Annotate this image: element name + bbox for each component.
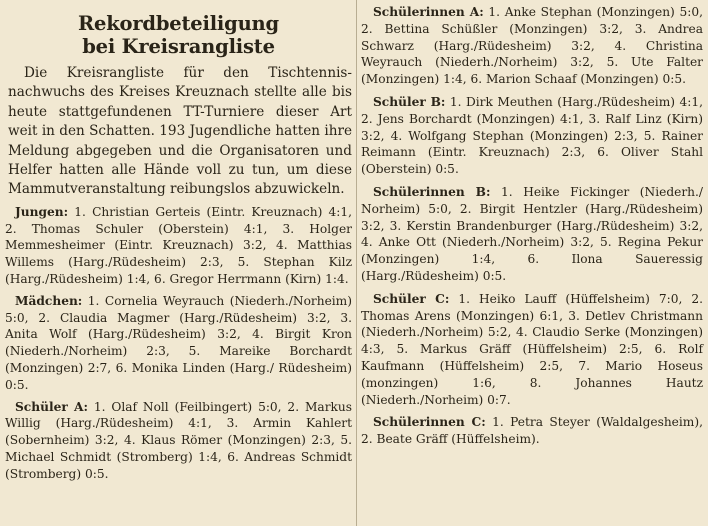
results-maedchen bbox=[5, 293, 352, 394]
headline-line-1: Rekordbeteiligung bbox=[78, 12, 279, 35]
results-schueler-a bbox=[5, 399, 352, 483]
results-schuelerinnen-a bbox=[361, 4, 703, 88]
headline bbox=[5, 12, 352, 58]
results-schueler-c bbox=[361, 291, 703, 409]
headline-line-2: bei Kreisrangliste bbox=[82, 35, 275, 58]
right-column bbox=[361, 4, 703, 522]
section-label: Schülerinnen C: bbox=[373, 415, 486, 430]
results-jungen bbox=[5, 204, 352, 288]
results-schuelerinnen-b bbox=[361, 184, 703, 285]
results-schueler-b bbox=[361, 94, 703, 178]
results-schuelerinnen-c bbox=[361, 414, 703, 448]
section-label: Mädchen: bbox=[15, 293, 83, 308]
left-column bbox=[5, 4, 352, 522]
column-divider bbox=[356, 0, 357, 526]
lead-paragraph: Die Kreisrangliste für den Tischtennisnachwuchs des Kreises Kreuznach stellte alle bis heute stattgefundenen TT-Turniere dieser Art weit in den Schatten. 193 Jugendliche hatten ihre Meldung abgegeben und die Organisatoren und Helfer hatten alle Hände voll zu tun, um diese Mammutveranstaltung reibungslos abzuwickeln. bbox=[8, 65, 352, 198]
section-label: Schüler A: bbox=[15, 399, 88, 414]
section-label: Schüler B: bbox=[373, 94, 446, 109]
section-text: 1. Heike Fickinger (Niederh./ Norheim) 5:0, 2. Birgit Hentzler (Harg./Rüdesheim) 3:2, 3. Kerstin Brandenburger (Harg./Rüdesheim) 3:2, 4. Anke Ott (Niederh./Norheim) 3:2, 5. Regina Pekur (Monzingen) 1:4, 6. Ilona Saueressig (Harg./Rüdesheim) 0:5. bbox=[361, 184, 704, 283]
section-text: 1. Anke Stephan (Monzingen) 5:0, 2. Bettina Schüßler (Monzingen) 3:2, 3. Andrea Schwarz (Harg./Rüdesheim) 3:2, 4. Christina Weyrauch (Niederh./Norheim) 3:2, 5. Ute Falter (Monzingen) 1:4, 6. Marion Schaaf (Monzingen) 0:5. bbox=[361, 5, 703, 87]
section-text: 1. Dirk Meuthen (Harg./Rüdesheim) 4:1, 2. Jens Borchardt (Monzingen) 4:1, 3. Ralf Linz (Kirn) 3:2, 4. Wolfgang Stephan (Monzingen) 2:3, 5. Rainer Reimann (Eintr. Kreuznach) 2:3, 6. Oliver Stahl (Oberstein) 0:5. bbox=[361, 94, 703, 177]
section-label: Jungen: bbox=[15, 204, 69, 219]
section-text: 1. Petra Steyer (Waldalgesheim), 2. Beate Gräff (Hüffelsheim). bbox=[361, 415, 703, 447]
section-label: Schüler C: bbox=[373, 291, 450, 306]
section-text: 1. Olaf Noll (Feilbingert) 5:0, 2. Markus Willig (Harg./Rüdesheim) 4:1, 3. Armin Kahlert (Sobernheim) 3:2, 4. Klaus Römer (Monzingen) 2:3, 5. Michael Schmidt (Stromberg) 1:4, 6. Andreas Schmidt (Stromberg) 0:5. bbox=[5, 399, 353, 481]
section-text: 1. Heiko Lauff (Hüffelsheim) 7:0, 2. Thomas Arens (Monzingen) 6:1, 3. Detlev Christmann (Niederh./Norheim) 5:2, 4. Claudio Serke (Monzingen) 4:3, 5. Markus Gräff (Hüffelsheim) 2:5, 6. Rolf Kaufmann (Hüffelsheim) 2:5, 7. Mario Hoseus (monzingen) 1:6, 8. Johannes Hautz (Niederh./Norheim) 0:7. bbox=[361, 291, 703, 407]
section-text: 1. Christian Gerteis (Eintr. Kreuznach) 4:1, 2. Thomas Schuler (Oberstein) 4:1, 3. Holger Memmesheimer (Eintr. Kreuznach) 3:2, 4. Matthias Willems (Harg./Rüdesheim) 2:3, 5. Stephan Kilz (Harg./Rüdesheim) 1:4, 6. Gregor Herrmann (Kirn) 1:4. bbox=[5, 204, 352, 287]
section-text: 1. Cornelia Weyrauch (Niederh./Norheim) 5:0, 2. Claudia Magmer (Harg./Rüdesheim) 3:2, 3. Anita Wolf (Harg./Rüdesheim) 3:2, 4. Birgit Kron (Niederh./Norheim) 2:3, 5. Mareike Borchardt (Monzingen) 2:7, 6. Monika Linden (Harg./ Rüdesheim) 0:5. bbox=[5, 293, 352, 392]
section-label: Schülerinnen B: bbox=[373, 184, 491, 199]
section-label: Schülerinnen A: bbox=[373, 5, 484, 19]
